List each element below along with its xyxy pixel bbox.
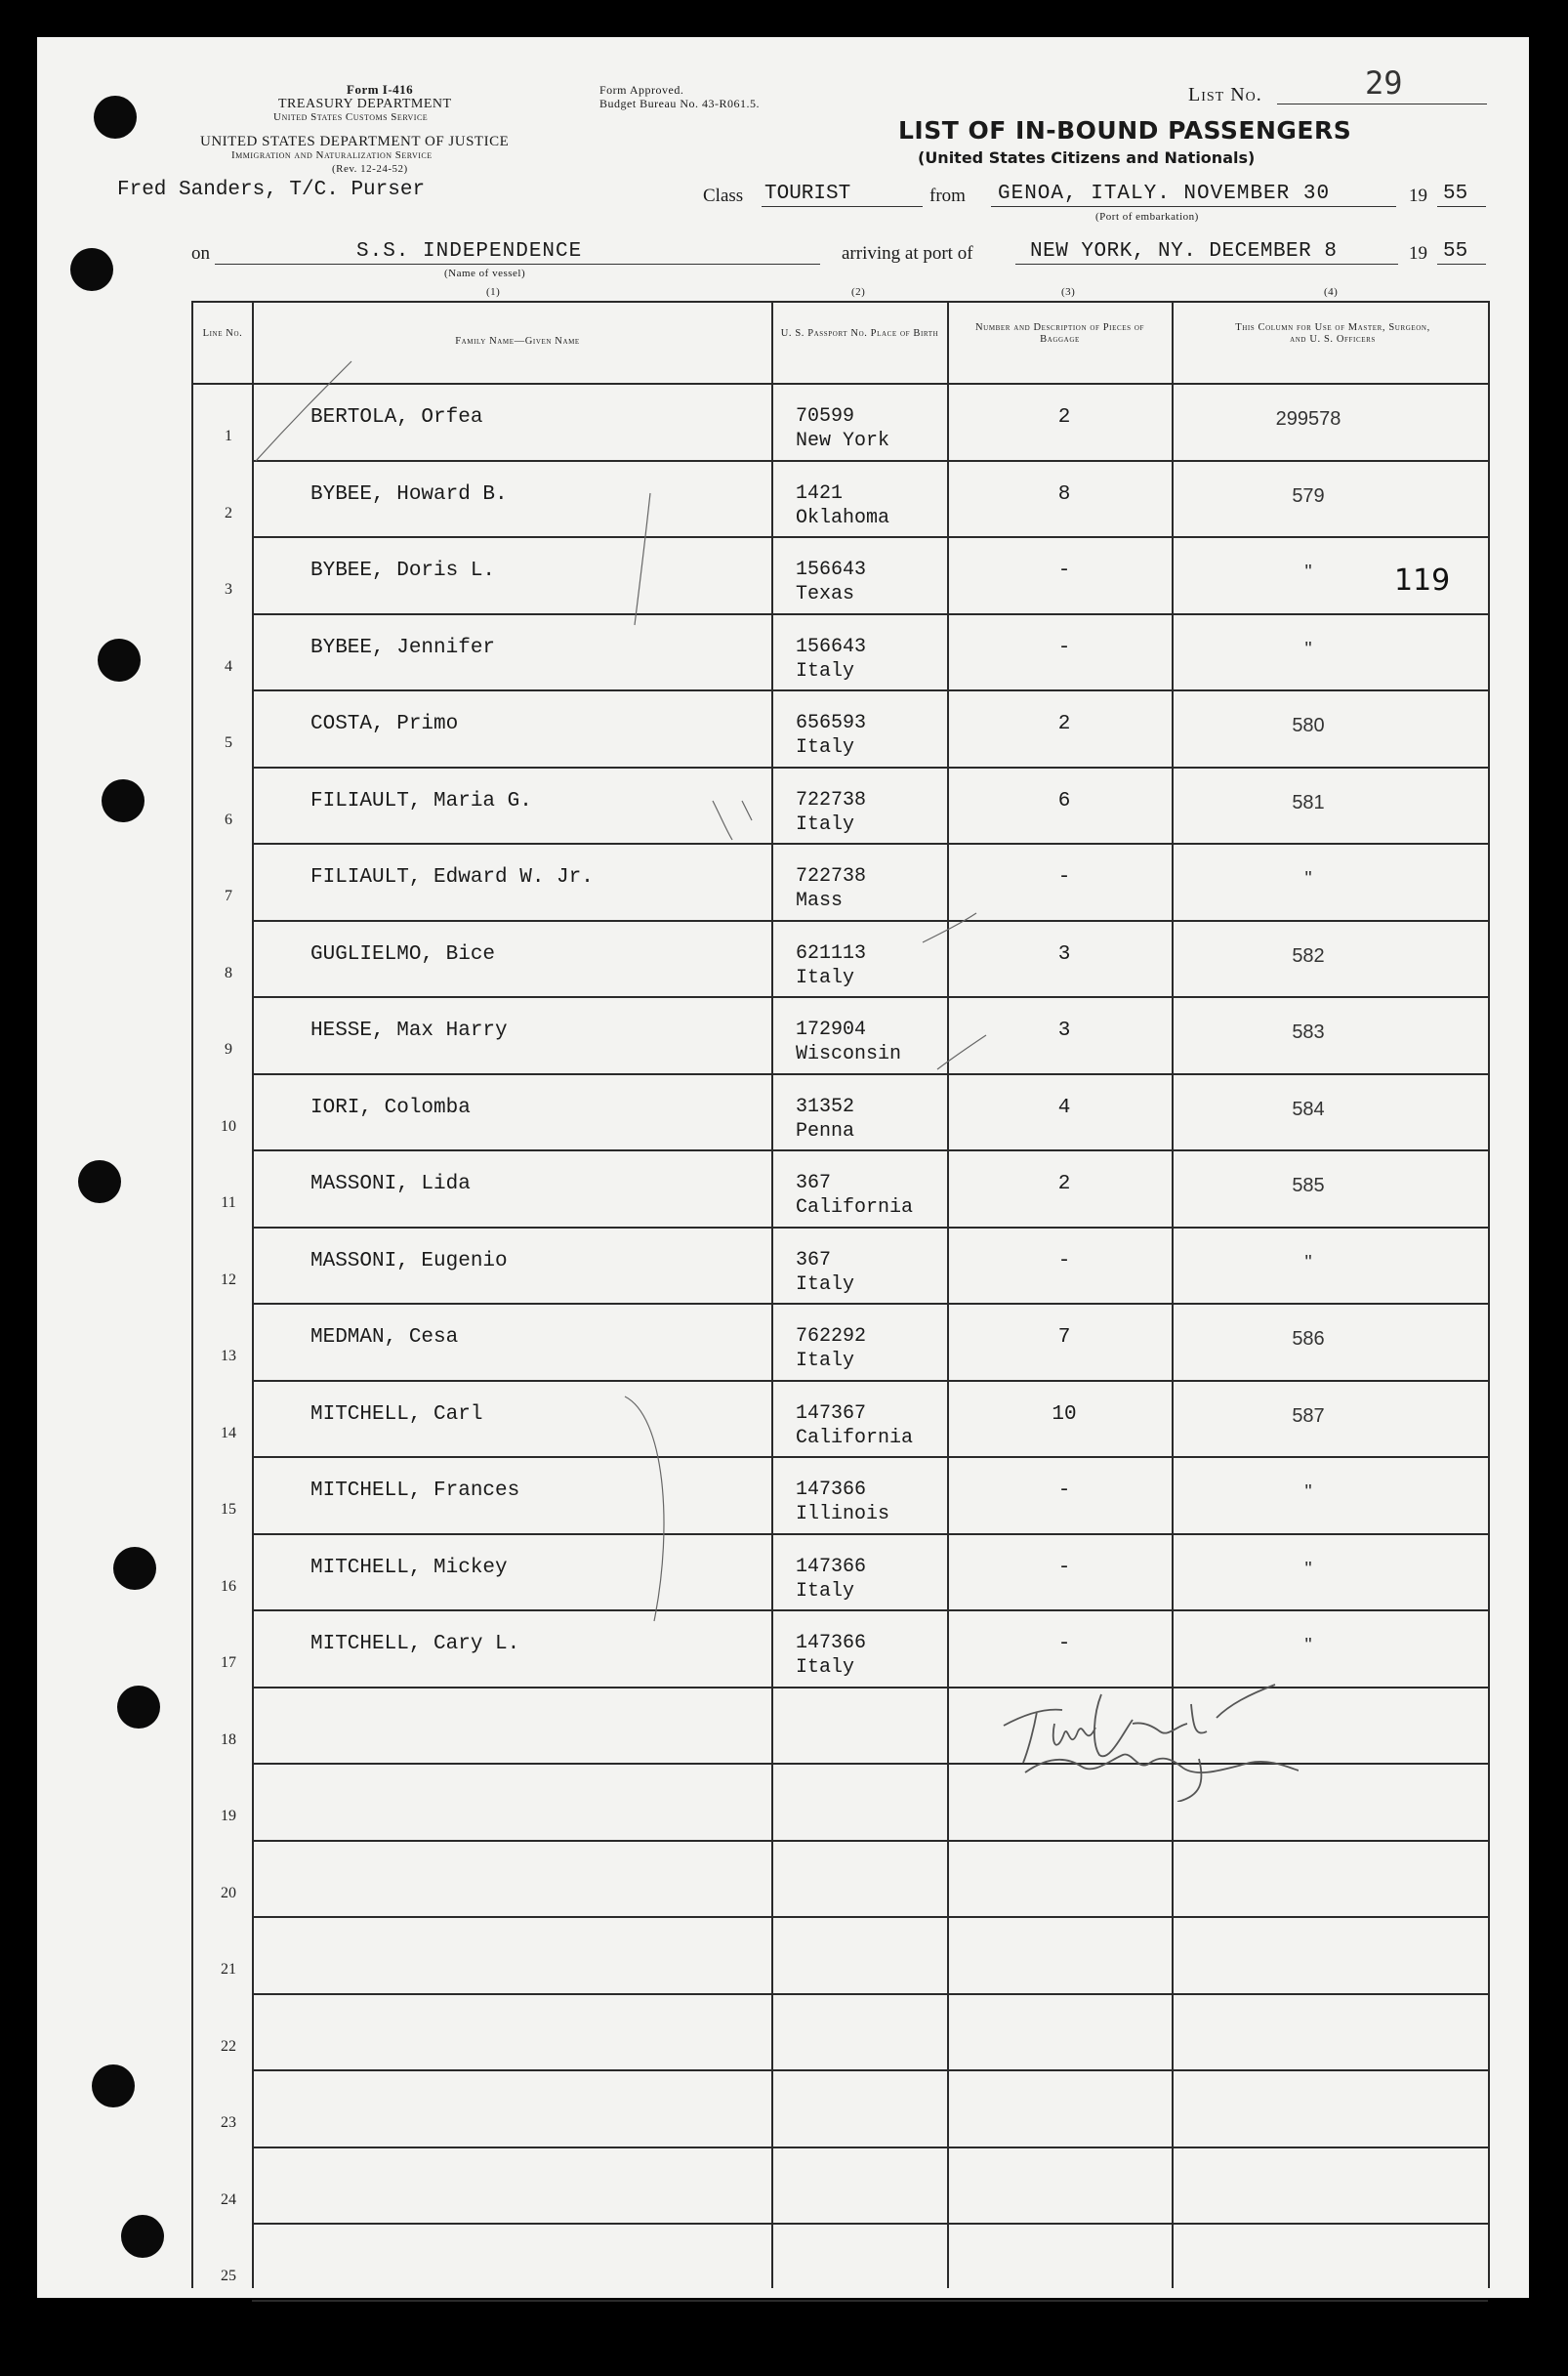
row-divider bbox=[252, 689, 1488, 691]
officer-note: " bbox=[1304, 1251, 1312, 1273]
name-column-divider bbox=[771, 301, 773, 2288]
from-value: GENOA, ITALY. NOVEMBER 30 bbox=[998, 183, 1331, 205]
department-line: TREASURY DEPARTMENT bbox=[278, 97, 452, 111]
baggage-count: 3 bbox=[1057, 942, 1071, 966]
birthplace: California bbox=[796, 1196, 914, 1219]
passenger-name: MEDMAN, Cesa bbox=[310, 1326, 459, 1349]
passport-number: 147367 bbox=[796, 1401, 867, 1425]
officer-note: " bbox=[1304, 638, 1312, 660]
row-divider bbox=[252, 1456, 1488, 1458]
baggage-count: - bbox=[1057, 866, 1071, 889]
table-right-border bbox=[1488, 301, 1490, 2288]
baggage-count: - bbox=[1057, 1633, 1071, 1655]
line-number: 2 bbox=[225, 504, 232, 521]
birthplace: Illinois bbox=[796, 1503, 890, 1525]
passport-number: 156643 bbox=[796, 635, 867, 658]
line-number: 10 bbox=[221, 1117, 236, 1135]
passport-number: 70599 bbox=[796, 405, 855, 428]
passport-number: 722738 bbox=[796, 788, 867, 812]
column-header-baggage: Number and Description of Pieces of Baggage bbox=[975, 322, 1144, 345]
form-number: Form I-416 bbox=[347, 82, 414, 97]
officer-note: 586 bbox=[1292, 1328, 1325, 1350]
passport-number: 367 bbox=[796, 1172, 832, 1194]
line-number: 9 bbox=[225, 1041, 232, 1058]
baggage-count: - bbox=[1057, 636, 1071, 659]
birthplace: Texas bbox=[796, 583, 855, 605]
passenger-name: GUGLIELMO, Bice bbox=[310, 942, 496, 966]
punch-hole bbox=[117, 1686, 160, 1729]
passport-number: 621113 bbox=[796, 941, 867, 965]
birthplace: Penna bbox=[796, 1119, 855, 1143]
department-line: Immigration and Naturalization Service bbox=[231, 149, 433, 161]
row-divider bbox=[252, 1303, 1488, 1305]
class-value: TOURIST bbox=[764, 183, 851, 205]
purser-name: Fred Sanders, T/C. Purser bbox=[117, 179, 426, 201]
punch-hole bbox=[98, 639, 141, 682]
row-divider bbox=[252, 1687, 1488, 1688]
on-label: on bbox=[191, 243, 210, 264]
passport-number: 722738 bbox=[796, 865, 867, 888]
column-number: (3) bbox=[1061, 286, 1076, 298]
passport-number: 367 bbox=[796, 1248, 832, 1271]
officer-note: 585 bbox=[1292, 1175, 1325, 1196]
passenger-name: HESSE, Max Harry bbox=[310, 1020, 508, 1042]
line-number: 20 bbox=[221, 1884, 236, 1901]
row-divider bbox=[252, 2223, 1488, 2225]
officer-note: 580 bbox=[1292, 715, 1325, 736]
table-header-divider bbox=[191, 383, 1488, 385]
passenger-name: BYBEE, Howard B. bbox=[310, 482, 508, 506]
officer-note: 579 bbox=[1292, 484, 1325, 507]
birthplace: Italy bbox=[796, 1272, 855, 1296]
arriving-year-underline bbox=[1437, 264, 1486, 265]
passport-number: 147366 bbox=[796, 1555, 867, 1578]
line-number: 18 bbox=[221, 1730, 236, 1748]
signature bbox=[986, 1665, 1299, 1802]
row-divider bbox=[252, 920, 1488, 922]
birthplace: Italy bbox=[796, 966, 855, 989]
row-divider bbox=[252, 2069, 1488, 2071]
row-divider bbox=[252, 1227, 1488, 1229]
line-number: 21 bbox=[221, 1961, 236, 1978]
row-divider bbox=[252, 843, 1488, 845]
line-number: 1 bbox=[225, 428, 232, 444]
birthplace: California bbox=[796, 1426, 914, 1449]
line-number: 23 bbox=[221, 2114, 236, 2131]
approval-line: Form Approved. bbox=[599, 83, 684, 97]
row-divider bbox=[252, 2147, 1488, 2148]
revision: (Rev. 12-24-52) bbox=[332, 163, 408, 175]
baggage-count: 2 bbox=[1057, 406, 1071, 429]
officer-note: " bbox=[1304, 1635, 1312, 1656]
baggage-count: 8 bbox=[1057, 482, 1071, 506]
row-divider bbox=[252, 1609, 1488, 1611]
passenger-name: IORI, Colomba bbox=[310, 1096, 471, 1119]
from-year: 55 bbox=[1443, 183, 1468, 205]
birthplace: Mass bbox=[796, 890, 844, 912]
line-number: 4 bbox=[225, 657, 232, 675]
passport-column-divider bbox=[947, 301, 949, 2288]
from-year-underline bbox=[1437, 206, 1486, 207]
birthplace: Wisconsin bbox=[796, 1043, 902, 1065]
birthplace: Italy bbox=[796, 1350, 855, 1372]
officer-note: 581 bbox=[1292, 791, 1325, 813]
line-number: 5 bbox=[225, 734, 232, 751]
vessel-underline bbox=[215, 264, 820, 265]
row-divider bbox=[252, 460, 1488, 462]
line-number: 6 bbox=[225, 811, 232, 828]
passport-number: 147366 bbox=[796, 1632, 867, 1654]
passenger-name: COSTA, Primo bbox=[310, 713, 459, 735]
passenger-name: FILIAULT, Edward W. Jr. bbox=[310, 866, 594, 889]
class-label: Class bbox=[703, 186, 744, 206]
baggage-count: - bbox=[1057, 1480, 1071, 1502]
passport-number: 656593 bbox=[796, 712, 867, 734]
line-number: 12 bbox=[221, 1271, 236, 1288]
passenger-name: MITCHELL, Frances bbox=[310, 1480, 520, 1502]
vessel-caption: (Name of vessel) bbox=[444, 268, 526, 279]
line-number: 22 bbox=[221, 2037, 236, 2055]
punch-hole bbox=[121, 2215, 164, 2258]
row-divider bbox=[252, 1533, 1488, 1535]
passport-number: 156643 bbox=[796, 559, 867, 581]
officer-note: 299578 bbox=[1275, 408, 1341, 430]
baggage-column-divider bbox=[1172, 301, 1174, 2288]
row-divider bbox=[252, 1763, 1488, 1765]
class-underline bbox=[762, 206, 923, 207]
row-divider bbox=[252, 613, 1488, 615]
column-header-name: Family Name—Given Name bbox=[455, 336, 580, 347]
birthplace: New York bbox=[796, 430, 890, 452]
row-divider bbox=[252, 1380, 1488, 1382]
row-divider bbox=[252, 767, 1488, 769]
passport-number: 31352 bbox=[796, 1095, 855, 1118]
officer-note: " bbox=[1304, 1558, 1312, 1580]
column-number: (2) bbox=[851, 286, 866, 298]
passenger-name: MITCHELL, Cary L. bbox=[310, 1633, 520, 1655]
birthplace: Oklahoma bbox=[796, 506, 890, 529]
row-divider bbox=[252, 2300, 1488, 2302]
punch-hole bbox=[92, 2064, 135, 2107]
department-line: UNITED STATES DEPARTMENT OF JUSTICE bbox=[200, 134, 510, 149]
from-label: from bbox=[929, 186, 966, 206]
row-divider bbox=[252, 1149, 1488, 1151]
line-number: 3 bbox=[225, 581, 232, 598]
baggage-count: 2 bbox=[1057, 713, 1071, 735]
passport-number: 147366 bbox=[796, 1479, 867, 1501]
table-top-border bbox=[191, 301, 1488, 303]
handwritten-count: 119 bbox=[1394, 563, 1451, 598]
row-divider bbox=[252, 1916, 1488, 1918]
officer-note: " bbox=[1304, 868, 1312, 890]
passport-number: 172904 bbox=[796, 1019, 867, 1041]
line-number: 8 bbox=[225, 964, 232, 981]
department-line: United States Customs Service bbox=[273, 111, 429, 123]
row-divider bbox=[252, 1993, 1488, 1995]
vessel-value: S.S. INDEPENDENCE bbox=[356, 240, 583, 263]
column-header-line-no: Line No. bbox=[202, 328, 243, 339]
passenger-name: MASSONI, Eugenio bbox=[310, 1249, 508, 1272]
page-title: LIST OF IN-BOUND PASSENGERS bbox=[898, 116, 1352, 145]
line-number: 16 bbox=[221, 1577, 236, 1595]
line-number: 11 bbox=[221, 1194, 236, 1211]
officer-note: " bbox=[1304, 1481, 1312, 1503]
birthplace: Italy bbox=[796, 736, 855, 759]
line-number: 14 bbox=[221, 1424, 236, 1441]
passenger-name: FILIAULT, Maria G. bbox=[310, 789, 532, 813]
line-number: 25 bbox=[221, 2268, 236, 2284]
passenger-name: MITCHELL, Mickey bbox=[310, 1556, 508, 1579]
baggage-count: 6 bbox=[1057, 789, 1071, 813]
passenger-name: MITCHELL, Carl bbox=[310, 1402, 483, 1426]
line-number: 17 bbox=[221, 1654, 236, 1671]
baggage-count: 4 bbox=[1057, 1096, 1071, 1119]
passenger-name: MASSONI, Lida bbox=[310, 1173, 471, 1195]
passport-number: 762292 bbox=[796, 1325, 867, 1348]
line-number: 13 bbox=[221, 1348, 236, 1364]
passenger-name: BYBEE, Jennifer bbox=[310, 636, 496, 659]
passenger-name: BERTOLA, Orfea bbox=[310, 406, 483, 429]
line-number: 15 bbox=[221, 1501, 236, 1518]
from-underline bbox=[991, 206, 1396, 207]
punch-hole bbox=[113, 1547, 156, 1590]
punch-hole bbox=[70, 248, 113, 291]
birthplace: Italy bbox=[796, 813, 855, 836]
column-number: (4) bbox=[1324, 286, 1339, 298]
punch-hole bbox=[94, 96, 137, 139]
table-left-border bbox=[191, 301, 193, 2288]
line-number: 7 bbox=[225, 888, 232, 904]
arriving-value: NEW YORK, NY. DECEMBER 8 bbox=[1030, 240, 1338, 263]
approval-line: Budget Bureau No. 43-R061.5. bbox=[599, 97, 760, 110]
row-divider bbox=[252, 536, 1488, 538]
baggage-count: 3 bbox=[1057, 1020, 1071, 1042]
line-number: 19 bbox=[221, 1808, 236, 1824]
baggage-count: - bbox=[1057, 560, 1071, 582]
column-number: (1) bbox=[486, 286, 501, 298]
baggage-count: 10 bbox=[1052, 1402, 1077, 1426]
passport-number: 1421 bbox=[796, 481, 844, 505]
punch-hole bbox=[102, 779, 144, 822]
row-divider bbox=[252, 1840, 1488, 1842]
line-number: 24 bbox=[221, 2190, 236, 2208]
officer-note: 583 bbox=[1292, 1021, 1325, 1043]
birthplace: Italy bbox=[796, 1579, 855, 1603]
officer-note: " bbox=[1304, 562, 1312, 583]
officer-note: 587 bbox=[1292, 1404, 1325, 1427]
from-year-prefix: 19 bbox=[1409, 186, 1427, 206]
list-no-label: List No. bbox=[1188, 84, 1262, 105]
officer-note: 582 bbox=[1292, 944, 1325, 967]
arriving-underline bbox=[1015, 264, 1398, 265]
form-page bbox=[37, 37, 1529, 2298]
row-divider bbox=[252, 1073, 1488, 1075]
birthplace: Italy bbox=[796, 1656, 855, 1679]
line-column-divider bbox=[252, 301, 254, 2288]
officer-note: 584 bbox=[1292, 1098, 1325, 1120]
birthplace: Italy bbox=[796, 659, 855, 683]
punch-hole bbox=[78, 1160, 121, 1203]
port-caption: (Port of embarkation) bbox=[1095, 211, 1199, 223]
baggage-count: 7 bbox=[1057, 1326, 1071, 1349]
list-no-value: 29 bbox=[1365, 64, 1403, 102]
column-header-officers: This Column for Use of Master, Surgeon, and U. S. Officers bbox=[1235, 322, 1430, 345]
baggage-count: 2 bbox=[1057, 1173, 1071, 1195]
row-divider bbox=[252, 996, 1488, 998]
arriving-year-prefix: 19 bbox=[1409, 243, 1427, 264]
arriving-year: 55 bbox=[1443, 240, 1468, 263]
column-header-passport: U. S. Passport No. Place of Birth bbox=[780, 328, 939, 339]
passenger-name: BYBEE, Doris L. bbox=[310, 560, 496, 582]
arriving-label: arriving at port of bbox=[842, 243, 973, 264]
baggage-count: - bbox=[1057, 1556, 1071, 1579]
page-subtitle: (United States Citizens and Nationals) bbox=[918, 148, 1256, 167]
baggage-count: - bbox=[1057, 1249, 1071, 1272]
